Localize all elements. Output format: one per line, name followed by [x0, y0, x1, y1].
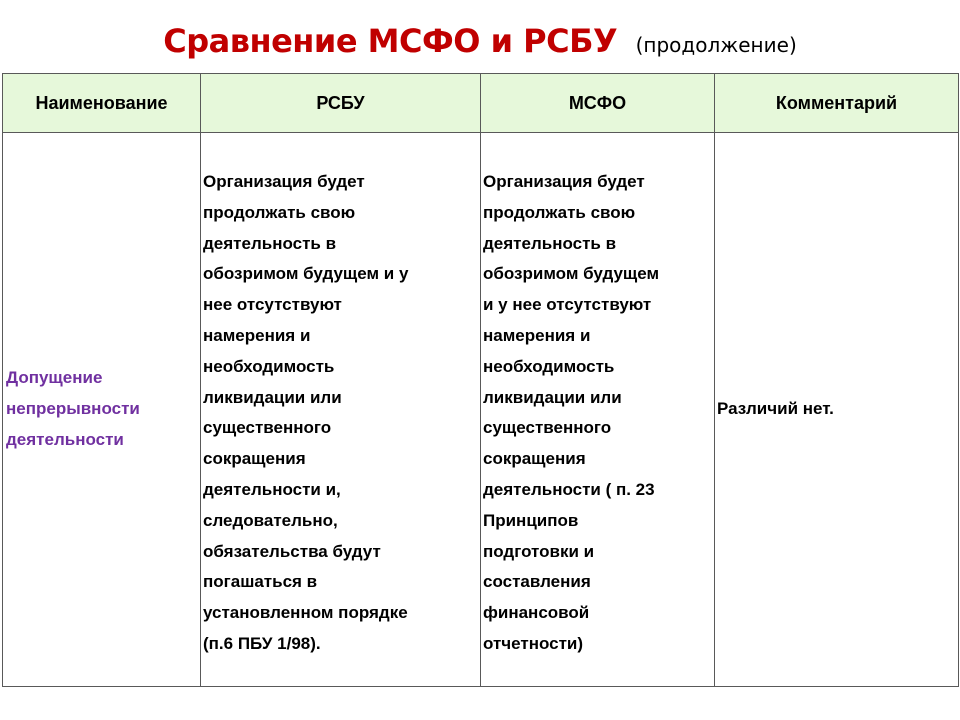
title-main: Сравнение МСФО и РСБУ [163, 22, 618, 60]
rsbu-line: деятельности и, [203, 479, 341, 499]
name-line: деятельности [6, 429, 124, 449]
header-msfo: МСФО [481, 74, 715, 133]
name-line: непрерывности [6, 399, 140, 419]
page-title [0, 22, 960, 60]
header-name: Наименование [3, 74, 201, 133]
msfo-line: деятельность в [483, 233, 617, 253]
cell-comment [715, 133, 959, 687]
rsbu-line: (п.6 ПБУ 1/98). [203, 633, 321, 653]
rsbu-line: следовательно, [203, 510, 338, 530]
msfo-line: сокращения [483, 449, 586, 469]
rsbu-line: продолжать свою [203, 202, 356, 222]
msfo-line: составления [483, 572, 591, 592]
rsbu-line: Организация будет [203, 172, 365, 191]
rsbu-line: установленном порядке [203, 603, 408, 623]
msfo-line: отчетности) [483, 633, 584, 653]
name-line: Допущение [6, 368, 103, 388]
msfo-line: и у нее отсутствуют [483, 295, 652, 315]
header-comment: Комментарий [715, 74, 959, 133]
rsbu-line: сокращения [203, 449, 306, 469]
cell-msfo [481, 133, 715, 687]
comment-text: Различий нет. [717, 399, 834, 419]
comparison-table [2, 73, 959, 687]
table-row [3, 133, 959, 687]
msfo-line: деятельности ( п. 23 [483, 479, 655, 499]
rsbu-line: обязательства будут [203, 541, 381, 561]
rsbu-line: обозримом будущем и у [203, 264, 409, 284]
msfo-line: намерения и [483, 325, 591, 345]
cell-rsbu [201, 133, 481, 687]
msfo-line: ликвидации или [483, 387, 622, 407]
rsbu-line: нее отсутствуют [203, 295, 342, 315]
rsbu-line: деятельность в [203, 233, 337, 253]
msfo-line: обозримом будущем [483, 264, 660, 284]
msfo-line: существенного [483, 418, 612, 438]
rsbu-line: погашаться в [203, 572, 318, 592]
msfo-line: продолжать свою [483, 202, 636, 222]
msfo-line: подготовки и [483, 541, 595, 561]
msfo-line: финансовой [483, 603, 590, 623]
title-subtitle: (продолжение) [635, 33, 797, 57]
cell-name [3, 133, 201, 687]
rsbu-line: намерения и [203, 325, 311, 345]
header-rsbu: РСБУ [201, 74, 481, 133]
rsbu-line: существенного [203, 418, 332, 438]
table-header-row [3, 74, 959, 133]
msfo-line: необходимость [483, 356, 615, 376]
msfo-line: Организация будет [483, 172, 645, 191]
rsbu-line: ликвидации или [203, 387, 342, 407]
msfo-line: Принципов [483, 510, 579, 530]
rsbu-line: необходимость [203, 356, 335, 376]
